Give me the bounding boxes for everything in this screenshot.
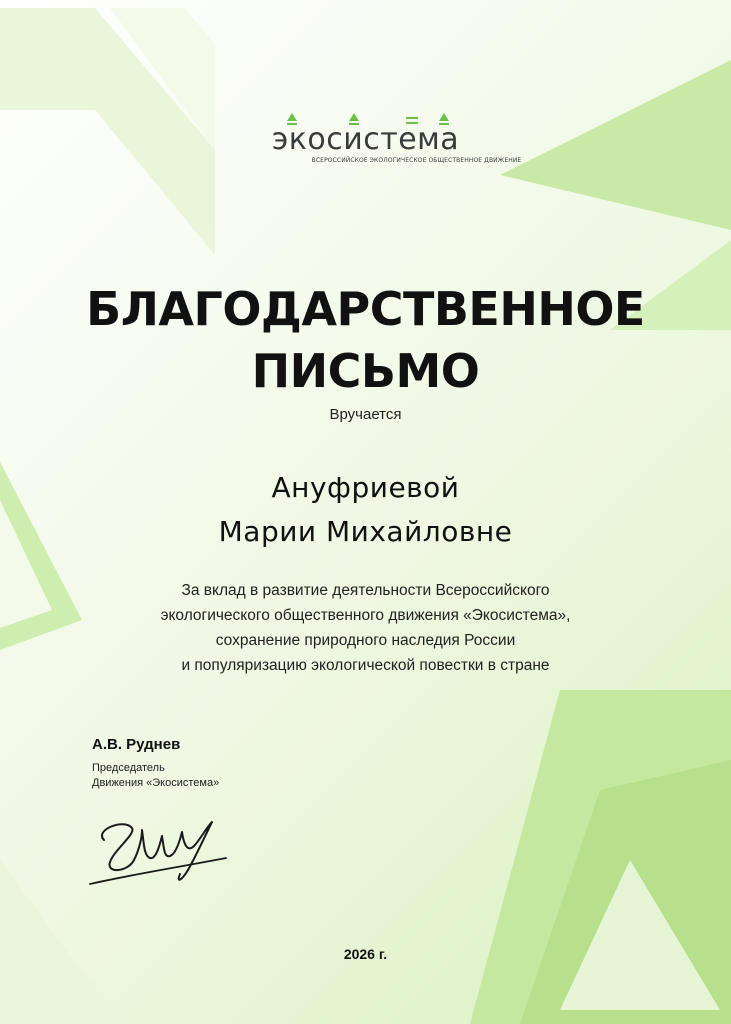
- award-reason: [0, 578, 731, 678]
- signer-name: А.В. Руднев: [92, 736, 181, 753]
- reason-line-4: и популяризацию экологической повестки в стране: [181, 657, 550, 674]
- page-title: [0, 278, 731, 402]
- logo-tagline: ВСЕРОССИЙСКОЕ ЭКОЛОГИЧЕСКОЕ ОБЩЕСТВЕННОЕ ДВИЖЕНИЕ: [311, 157, 522, 164]
- logo-tree-marks-icon: [272, 112, 472, 126]
- reason-line-3: сохранение природного наследия России: [215, 632, 516, 649]
- logo-wordmark: [272, 112, 459, 160]
- signer-role-line-1: Председатель: [92, 762, 165, 774]
- logo-name: экосистема: [271, 122, 460, 157]
- recipient-surname: Ануфриевой: [271, 471, 460, 504]
- signer-role: [92, 761, 219, 791]
- certificate-year: 2026 г.: [343, 946, 388, 962]
- title-line-2: ПИСЬМО: [251, 344, 480, 398]
- reason-line-1: За вклад в развитие деятельности Всероссийского: [181, 582, 550, 599]
- signer-role-line-2: Движения «Экосистема»: [92, 777, 220, 789]
- signer-block: [92, 735, 219, 791]
- recipient-given-names: Марии Михайловне: [218, 515, 513, 548]
- awarded-to-label: Вручается: [329, 406, 402, 423]
- recipient-name: [0, 466, 731, 554]
- handwritten-signature: [84, 800, 234, 892]
- reason-line-2: экологического общественного движения «Экосистема»,: [160, 607, 571, 624]
- title-line-1: БЛАГОДАРСТВЕННОЕ: [86, 282, 645, 336]
- logo: [0, 112, 731, 165]
